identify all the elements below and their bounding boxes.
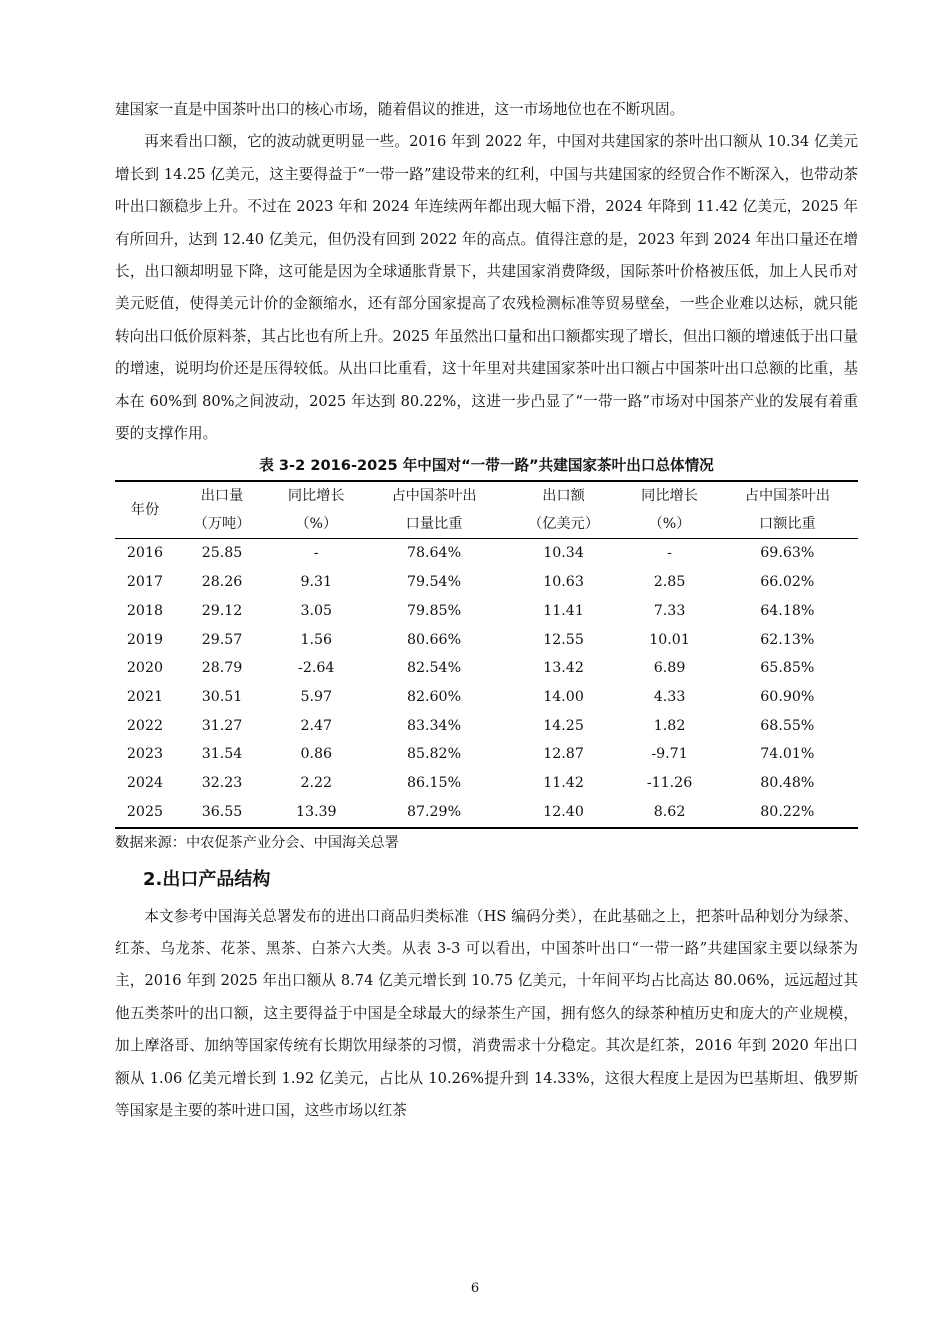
table-cell: 2021 <box>126 688 164 705</box>
table-cell: 0.86 <box>300 746 333 763</box>
table-cell: 13.42 <box>543 660 584 677</box>
table-row <box>115 539 858 568</box>
table-cell: 87.29% <box>406 803 462 820</box>
table-cell: 62.13% <box>760 631 815 648</box>
table-cell: 69.63% <box>760 545 815 562</box>
table-cell: 60.90% <box>760 688 815 705</box>
table-row <box>115 769 858 798</box>
table-cell: 2.47 <box>300 717 333 734</box>
table-cell: 65.85% <box>760 660 815 677</box>
table-cell: 2.22 <box>300 775 333 792</box>
table-cell: 78.64% <box>406 545 462 562</box>
table-cell: - <box>313 545 319 562</box>
table-cell: 32.23 <box>201 775 243 792</box>
table-cell: 36.55 <box>201 803 243 820</box>
col-header-value-share-sub: 口额比重 <box>717 510 858 539</box>
table-cell: 5.97 <box>300 688 333 705</box>
table-cell: 66.02% <box>760 574 815 591</box>
table-cell: 80.48% <box>760 775 815 792</box>
table-cell: 85.82% <box>406 746 462 763</box>
table-cell: 11.42 <box>543 775 584 792</box>
page-number: 6 <box>470 1281 480 1296</box>
table-cell: 13.39 <box>295 803 337 820</box>
table-cell: 10.63 <box>543 574 584 591</box>
table-cell: 86.15% <box>406 775 462 792</box>
table-cell: 28.26 <box>201 574 243 591</box>
table-cell: 79.54% <box>406 574 462 591</box>
table-cell: 25.85 <box>201 545 243 562</box>
table-source: 数据来源：中农促茶产业分会、中国海关总署 <box>115 834 399 851</box>
col-header-value-unit: （亿美元） <box>505 510 623 539</box>
table-cell: 12.40 <box>543 803 584 820</box>
table-cell: 14.25 <box>543 717 584 734</box>
col-header-volume-share: 占中国茶叶出 <box>391 488 477 505</box>
table-caption: 表 3-2 2016-2025 年中国对“一带一路”共建国家茶叶出口总体情况 <box>259 457 714 475</box>
table-cell: 1.56 <box>300 631 333 648</box>
col-header-value-growth-unit: （%） <box>622 510 716 539</box>
table-cell: 29.12 <box>201 602 243 619</box>
col-header-volume: 出口量 <box>200 488 244 505</box>
section-heading: 2.出口产品结构 <box>143 868 271 890</box>
table-body <box>115 539 858 828</box>
table-row <box>115 597 858 626</box>
table-row <box>115 740 858 769</box>
table-cell: 10.01 <box>649 631 690 648</box>
table-cell: 14.00 <box>543 688 584 705</box>
table-cell: 31.27 <box>201 717 243 734</box>
table-cell: 6.89 <box>653 660 686 677</box>
table-cell: 2017 <box>126 574 164 591</box>
table-cell: -9.71 <box>651 746 688 763</box>
table-cell: 82.60% <box>406 688 462 705</box>
table-cell: 79.85% <box>406 602 462 619</box>
table-cell: 4.33 <box>653 688 686 705</box>
paragraph-product-structure: 本文参考中国海关总署发布的进出口商品归类标准（HS 编码分类），在此基础之上，把茶叶品种划分为绿茶、红茶、乌龙茶、花茶、黑茶、白茶六大类。从表 3-3 可以看出，中国茶叶出口“一带一路”共建国家主要以绿茶为主，2016 年到 2025 年出口额从 8.74 亿美元增长到 10.75 亿美元，十年间平均占比高达 80.06%，远远超过其他五类茶叶的出口额，这主要得益于中国是全球最大的绿茶生产国，拥有悠久的绿茶种植历史和庞大的产业规模，加上摩洛哥、加纳等国家传统有长期饮用绿茶的习惯，消费需求十分稳定。其次是红茶，2016 年到 2020 年出口额从 1.06 亿美元增长到 1.92 亿美元，占比从 10.26%提升到 14.33%，这很大程度上是因为巴基斯坦、俄罗斯等国家是主要的茶叶进口国，这些市场以红茶 <box>115 907 858 1119</box>
table-cell: 10.34 <box>543 545 584 562</box>
table-row <box>115 568 858 597</box>
col-header-volume-share-sub: 口量比重 <box>363 510 504 539</box>
table-cell: 8.62 <box>653 803 686 820</box>
col-header-value: 出口额 <box>542 488 585 505</box>
table-cell: 80.66% <box>406 631 462 648</box>
table-cell: 11.41 <box>543 602 584 619</box>
col-header-year: 年份 <box>115 481 175 539</box>
table-cell: 68.55% <box>760 717 815 734</box>
table-cell: 31.54 <box>201 746 243 763</box>
table-row <box>115 798 858 828</box>
paragraph-export-value: 再来看出口额，它的波动就更明显一些。2016 年到 2022 年，中国对共建国家的茶叶出口额从 10.34 亿美元增长到 14.25 亿美元，这主要得益于“一带一路”建设带来的红利，中国与共建国家的经贸合作不断深入，也带动茶叶出口额稳步上升。不过在 2023 年和 2024 年连续两年都出现大幅下滑，2024 年降到 11.42 亿美元，2025 年有所回升，达到 12.40 亿美元，但仍没有回到 2022 年的高点。值得注意的是，2023 年到 2024 年出口量还在增长，出口额却明显下降，这可能是因为全球通胀背景下，共建国家消费降级，国际茶叶价格被压低，加上人民币对美元贬值，使得美元计价的金额缩水，还有部分国家提高了农残检测标准等贸易壁垒，一些企业难以达标，就只能转向出口低价原料茶，其占比也有所上升。2025 年虽然出口量和出口额都实现了增长，但出口额的增速低于出口量的增速，说明均价还是压得较低。从出口比重看，这十年里对共建国家茶叶出口额占中国茶叶出口总额的比重，基本在 60%到 80%之间波动，2025 年达到 80.22%，这进一步凸显了“一带一路”市场对中国茶产业的发展有着重要的支撑作用。 <box>115 133 858 443</box>
table-cell: 12.55 <box>543 631 584 648</box>
table-cell: -2.64 <box>298 660 335 677</box>
table-cell: 2020 <box>126 660 164 677</box>
table-cell: 2019 <box>126 631 164 648</box>
table-cell: 28.79 <box>201 660 243 677</box>
table-cell: 9.31 <box>300 574 333 591</box>
col-header-volume-growth: 同比增长 <box>287 488 345 505</box>
export-table <box>115 480 858 828</box>
table-cell: - <box>667 545 672 562</box>
table-cell: 2.85 <box>653 574 686 591</box>
page-content <box>115 94 858 1127</box>
table-cell: 83.34% <box>406 717 462 734</box>
table-cell: 2016 <box>126 545 164 562</box>
col-header-volume-growth-unit: （%） <box>269 510 363 539</box>
table-cell: -11.26 <box>646 775 693 792</box>
table-cell: 2024 <box>126 775 164 792</box>
table-cell: 3.05 <box>300 602 333 619</box>
table-row <box>115 683 858 712</box>
table-cell: 82.54% <box>406 660 462 677</box>
col-header-value-share: 占中国茶叶出 <box>744 488 830 505</box>
col-header-value-growth: 同比增长 <box>641 488 698 505</box>
table-cell: 2018 <box>126 602 164 619</box>
table-cell: 29.57 <box>201 631 243 648</box>
table-row <box>115 654 858 683</box>
table-cell: 2025 <box>126 803 164 820</box>
col-header-volume-unit: （万吨） <box>175 510 269 539</box>
table-cell: 2023 <box>126 746 164 763</box>
table-row <box>115 626 858 655</box>
table-cell: 12.87 <box>543 746 584 763</box>
table-cell: 74.01% <box>760 746 815 763</box>
paragraph-continued: 建国家一直是中国茶叶出口的核心市场，随着倡议的推进，这一市场地位也在不断巩固。 <box>115 101 685 118</box>
table-cell: 80.22% <box>760 803 815 820</box>
table-cell: 1.82 <box>653 717 686 734</box>
table-cell: 64.18% <box>760 602 815 619</box>
table-row <box>115 712 858 741</box>
table-cell: 30.51 <box>201 688 243 705</box>
table-cell: 2022 <box>126 717 164 734</box>
table-cell: 7.33 <box>653 602 686 619</box>
